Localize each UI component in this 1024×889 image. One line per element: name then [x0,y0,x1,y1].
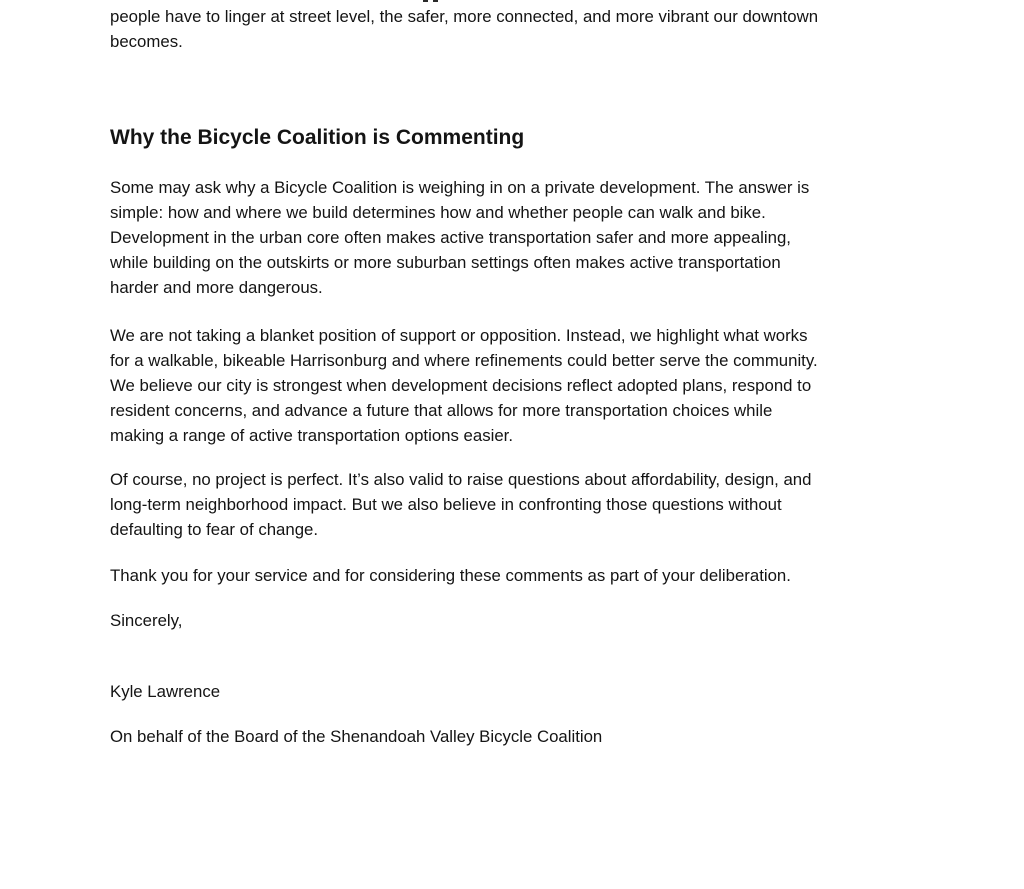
text-line: people have to linger at street level, the safer, more connected, and more vibrant our downtown [110,7,819,26]
text-line: Sincerely, [110,611,183,630]
text-line: simple: how and where we build determines how and whether people can walk and bike. [110,203,766,222]
signature-name [110,679,930,704]
text-line: making a range of active transportation options easier. [110,426,513,445]
closing-line [110,608,930,633]
text-line: We believe our city is strongest when development decisions reflect adopted plans, respond to [110,376,812,395]
section-heading: Why the Bicycle Coalition is Commenting [110,126,525,149]
text-line: We are not taking a blanket position of support or opposition. Instead, we highlight what works [110,326,808,345]
text-line: Some may ask why a Bicycle Coalition is weighing in on a private development. The answer is [110,178,810,197]
clipped-text-fragment [433,0,438,2]
clipped-text-fragment [423,0,428,2]
text-line: On behalf of the Board of the Shenandoah Valley Bicycle Coalition [110,727,603,746]
text-line: Development in the urban core often makes active transportation safer and more appealing, [110,228,791,247]
paragraph-thanks [110,563,930,588]
text-line: becomes. [110,32,183,51]
text-line: harder and more dangerous. [110,278,323,297]
paragraph [110,175,930,300]
signature-org [110,724,930,749]
text-line: long-term neighborhood impact. But we also believe in confronting those questions without [110,495,782,514]
paragraph [110,467,930,542]
text-line: resident concerns, and advance a future that allows for more transportation choices while [110,401,773,420]
paragraph-continuation [110,4,930,54]
text-line: Kyle Lawrence [110,682,221,701]
text-line: Of course, no project is perfect. It’s also valid to raise questions about affordability, design, and [110,470,812,489]
text-line: defaulting to fear of change. [110,520,319,539]
text-line: Thank you for your service and for considering these comments as part of your deliberation. [110,566,791,585]
text-line: for a walkable, bikeable Harrisonburg and where refinements could better serve the community. [110,351,818,370]
paragraph [110,323,930,448]
text-line: while building on the outskirts or more suburban settings often makes active transportation [110,253,781,272]
